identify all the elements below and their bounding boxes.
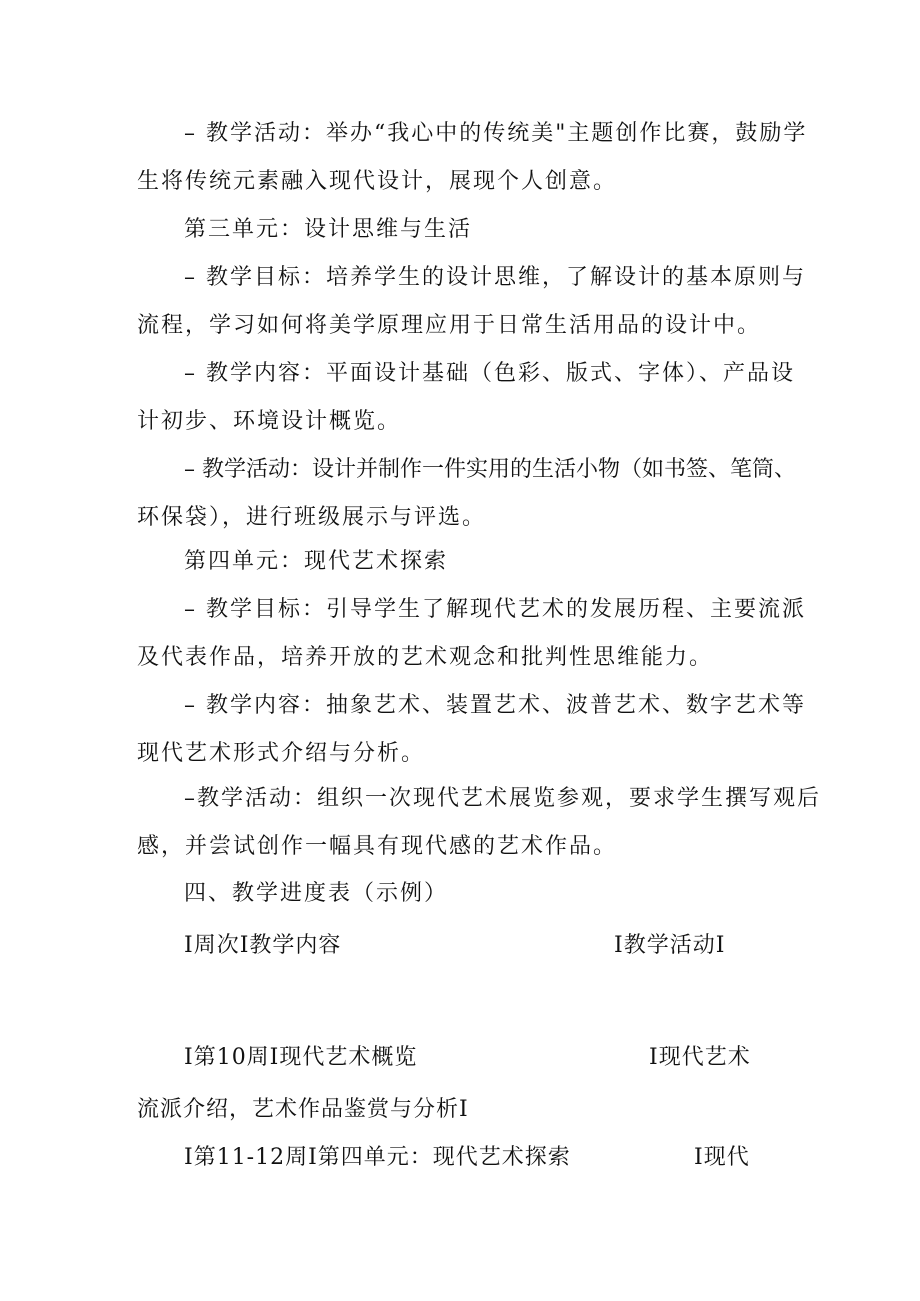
unit-three-heading: 第三单元：设计思维与生活 [184,217,473,242]
paragraph-activity-line-1: – 教学活动：举办“我心中的传统美"主题创作比赛，鼓励学 [184,121,808,146]
paragraph-activity-line-2: 生将传统元素融入现代设计，展现个人创意。 [137,169,618,194]
unit-three-activity-line-2: 环保袋），进行班级展示与评选。 [137,505,487,530]
unit-four-goal-line-2: 及代表作品，培养开放的艺术观念和批判性思维能力。 [137,645,714,670]
schedule-row-1-continuation: 流派介绍，艺术作品鉴赏与分析I [137,1097,469,1122]
unit-four-heading: 第四单元：现代艺术探索 [184,549,449,574]
unit-three-content-line-2: 计初步、环境设计概览。 [137,409,402,434]
unit-four-content-line-1: – 教学内容：抽象艺术、装置艺术、波普艺术、数字艺术等 [184,693,806,718]
schedule-section-heading: 四、教学进度表（示例） [184,881,449,906]
unit-three-goal-line-2: 流程，学习如何将美学原理应用于日常生活用品的设计中。 [137,313,762,338]
schedule-row-1-activity: I现代艺术 [649,1045,751,1070]
unit-four-activity-line-2: 感，并尝试创作一幅具有现代感的艺术作品。 [137,834,618,859]
unit-three-goal-line-1: – 教学目标：培养学生的设计思维，了解设计的基本原则与 [184,265,806,290]
unit-three-activity-line-1: – 教学活动：设计并制作一件实用的生活小物（如书签、笔筒、 [184,457,796,482]
unit-three-content-line-1: – 教学内容：平面设计基础（色彩、版式、字体）、产品设 [184,361,795,386]
schedule-row-1-week: I第10周I现代艺术概览 [184,1045,418,1070]
schedule-header-week: I周次I教学内容 [184,933,342,958]
unit-four-activity-line-1: –教学活动：组织一次现代艺术展览参观，要求学生撰写观后 [184,786,822,811]
schedule-row-2-activity: I现代 [694,1145,750,1170]
schedule-header-activity: I教学活动I [614,933,726,958]
unit-four-goal-line-1: – 教学目标：引导学生了解现代艺术的发展历程、主要流派 [184,597,806,622]
schedule-row-2-week: I第11-12周I第四单元：现代艺术探索 [184,1145,571,1170]
unit-four-content-line-2: 现代艺术形式介绍与分析。 [137,741,426,766]
